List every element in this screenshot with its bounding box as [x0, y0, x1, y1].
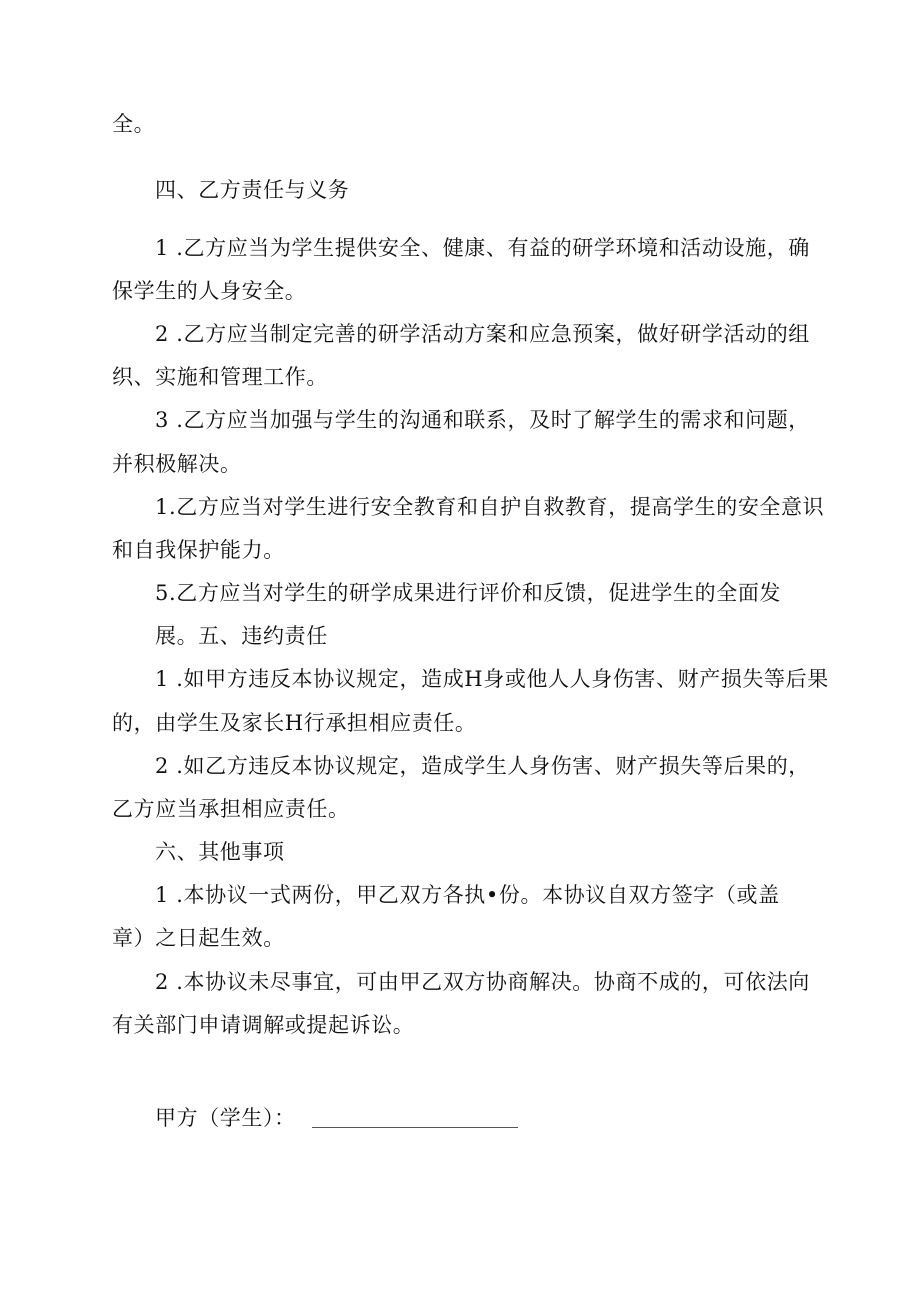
text-line: 1 .乙方应当为学生提供安全、健康、有益的研学环境和活动设施，确 [155, 236, 810, 260]
signature-blank-line [312, 1127, 518, 1128]
section-heading: 四、乙方责任与义务 [155, 178, 350, 202]
text-line: 3 .乙方应当加强与学生的沟通和联系，及时了解学生的需求和问题， [155, 408, 810, 432]
text-line: 并积极解决。 [112, 452, 242, 476]
text-line: 织、实施和管理工作。 [112, 365, 328, 389]
text-line: 乙方应当承担相应责任。 [112, 797, 350, 821]
text-line: 5.乙方应当对学生的研学成果进行评价和反馈，促进学生的全面发 [155, 581, 782, 605]
text-line: 的，由学生及家长H行承担相应责任。 [112, 711, 477, 735]
text-line: 2 .乙方应当制定完善的研学活动方案和应急预案，做好研学活动的组 [155, 322, 810, 346]
text-line: 章）之日起生效。 [112, 926, 285, 950]
text-line: 2 .如乙方违反本协议规定，造成学生人身伤害、财产损失等后果的， [155, 754, 810, 778]
text-line: 有关部门申请调解或提起诉讼。 [112, 1013, 415, 1037]
text-line: 1 .本协议一式两份，甲乙双方各执•份。本协议自双方签字（或盖 [155, 883, 780, 907]
section-heading: 展。五、违约责任 [155, 624, 328, 648]
text-line: 1.乙方应当对学生进行安全教育和自护自救教育，提高学生的安全意识 [155, 495, 825, 519]
text-line: 和自我保护能力。 [112, 538, 285, 562]
text-line: 1 .如甲方违反本协议规定，造成H身或他人人身伤害、财产损失等后果 [155, 667, 829, 691]
text-line: 保学生的人身安全。 [112, 279, 307, 303]
section-heading: 六、其他事项 [155, 840, 285, 864]
text-line: 全。 [112, 112, 156, 136]
signature-label: 甲方（学生）： [155, 1106, 296, 1130]
text-line: 2 .本协议未尽事宜，可由甲乙双方协商解决。协商不成的，可依法向 [155, 970, 810, 994]
